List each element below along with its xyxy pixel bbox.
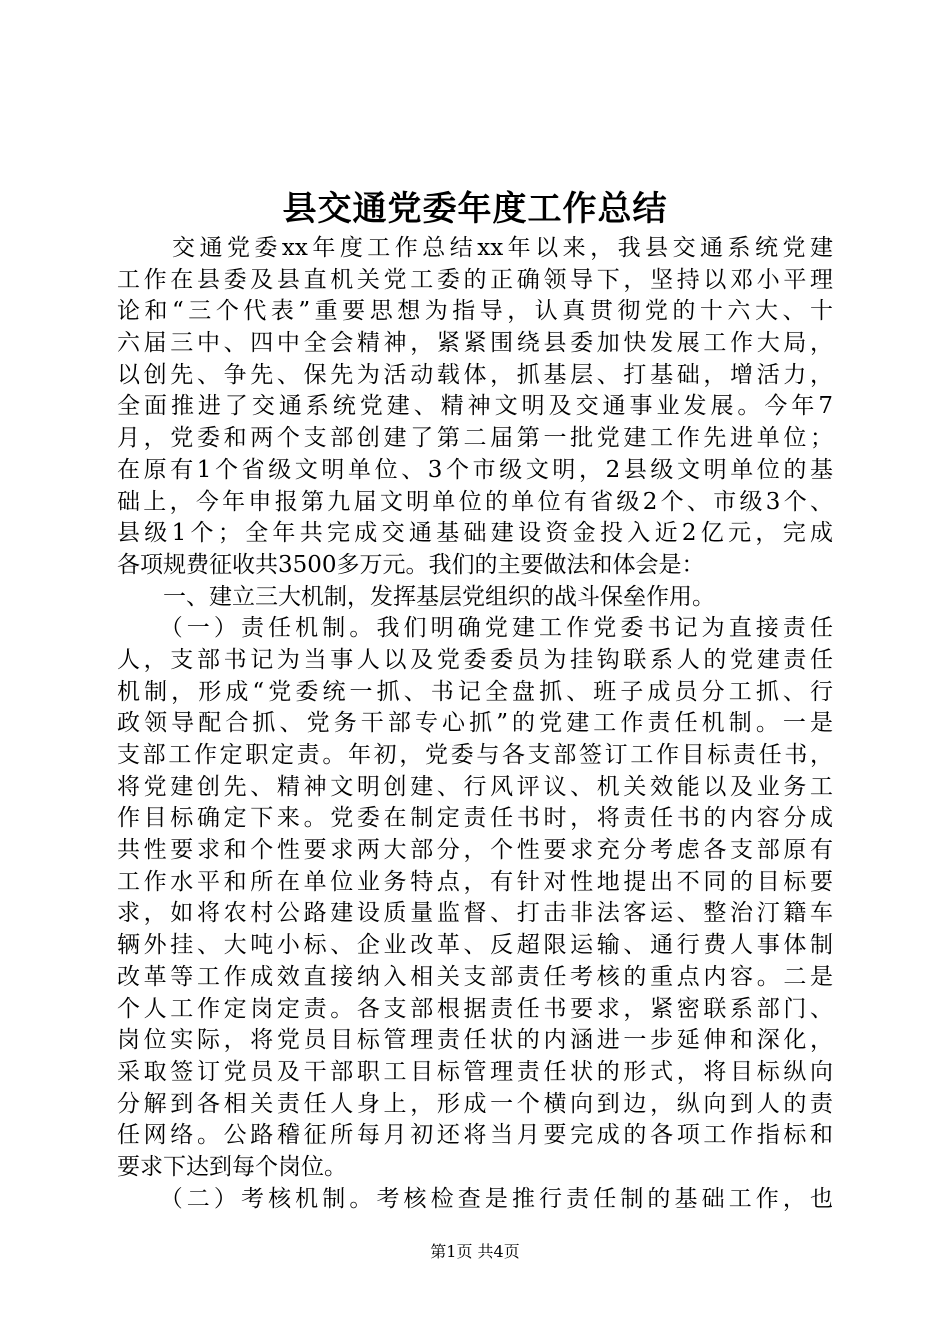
body-line: 各项规费征收共3500多万元。我们的主要做法和体会是： (117, 551, 705, 578)
body-line: 础上，今年申报第九届文明单位的单位有省级2个、市级3个、 (117, 488, 833, 515)
body-line: 求，如将农村公路建设质量监督、打击非法客运、整治汀籍车 (117, 900, 833, 927)
body-line: 要求下达到每个岗位。 (117, 1153, 347, 1180)
body-line: （一）责任机制。我们明确党建工作党委书记为直接责任 (117, 615, 833, 642)
body-line: 县级1个；全年共完成交通基础建设资金投入近2亿元，完成 (117, 520, 833, 547)
body-line: 采取签订党员及干部职工目标管理责任状的形式，将目标纵向 (117, 1058, 833, 1085)
body-line: 全面推进了交通系统党建、精神文明及交通事业发展。今年7 (117, 393, 833, 420)
body-line: 交通党委xx年度工作总结xx年以来，我县交通系统党建 (117, 235, 833, 261)
page-footer: 第1页 共4页 (430, 1242, 520, 1261)
body-line: 岗位实际，将党员目标管理责任状的内涵进一步延伸和深化， (117, 1027, 833, 1054)
body-line: 机制，形成“党委统一抓、书记全盘抓、班子成员分工抓、行 (117, 678, 833, 705)
body-line: 作目标确定下来。党委在制定责任书时，将责任书的内容分成 (117, 805, 833, 832)
body-line: 政领导配合抓、党务干部专心抓”的党建工作责任机制。一是 (117, 710, 833, 737)
body-line: 共性要求和个性要求两大部分，个性要求充分考虑各支部原有 (117, 837, 833, 864)
document-title: 县交通党委年度工作总结 (282, 189, 668, 229)
body-line: 将党建创先、精神文明创建、行风评议、机关效能以及业务工 (117, 773, 833, 800)
body-line: 论和“三个代表”重要思想为指导，认真贯彻党的十六大、十 (117, 298, 833, 325)
body-line: 六届三中、四中全会精神，紧紧围绕县委加快发展工作大局， (117, 330, 833, 357)
body-line: 辆外挂、大吨小标、企业改革、反超限运输、通行费人事体制 (117, 932, 833, 959)
document-body (117, 233, 833, 1215)
body-line: 工作水平和所在单位业务特点，有针对性地提出不同的目标要 (117, 868, 833, 895)
body-line: 个人工作定岗定责。各支部根据责任书要求，紧密联系部门、 (117, 995, 833, 1022)
body-line: 以创先、争先、保先为活动载体，抓基层、打基础，增活力， (117, 361, 833, 388)
body-line: 在原有1个省级文明单位、3个市级文明，2县级文明单位的基 (117, 456, 833, 483)
body-line: 分解到各相关责任人身上，形成一个横向到边，纵向到人的责 (117, 1090, 833, 1117)
body-line: 支部工作定职定责。年初，党委与各支部签订工作目标责任书， (117, 742, 833, 768)
body-line: 工作在县委及县直机关党工委的正确领导下，坚持以邓小平理 (117, 266, 833, 293)
body-line: 人，支部书记为当事人以及党委委员为挂钩联系人的党建责任 (117, 646, 833, 673)
body-line: 一、建立三大机制，发挥基层党组织的战斗保垒作用。 (117, 583, 715, 610)
body-line: 改革等工作成效直接纳入相关支部责任考核的重点内容。二是 (117, 963, 833, 990)
body-line: 月，党委和两个支部创建了第二届第一批党建工作先进单位； (117, 425, 833, 452)
body-line: （二）考核机制。考核检查是推行责任制的基础工作，也 (117, 1185, 833, 1212)
body-line: 任网络。公路稽征所每月初还将当月要完成的各项工作指标和 (117, 1122, 833, 1149)
